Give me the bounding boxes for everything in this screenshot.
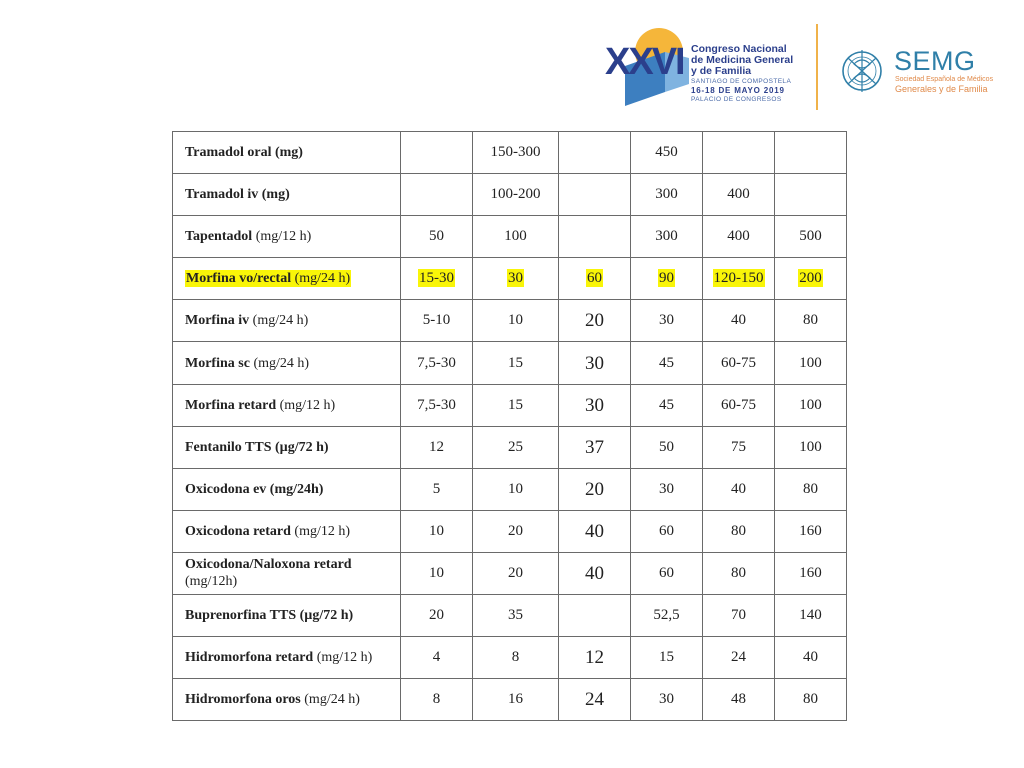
dose-cell <box>559 552 631 594</box>
drug-unit: (µg/72 h) <box>299 608 354 624</box>
dose-cell <box>631 679 703 721</box>
dose-cell <box>559 384 631 426</box>
dose-cell <box>473 510 559 552</box>
dose-cell <box>559 216 631 258</box>
table-row <box>173 216 847 258</box>
dose-value: 10 <box>508 312 523 329</box>
table-body <box>173 132 847 721</box>
drug-name-cell <box>173 174 401 216</box>
table-row <box>173 595 847 637</box>
drug-name-cell <box>173 595 401 637</box>
dose-value: 30 <box>585 394 604 416</box>
drug-name-cell <box>173 510 401 552</box>
dose-cell <box>559 342 631 384</box>
dose-cell <box>559 300 631 342</box>
dose-value: 60-75 <box>721 396 756 413</box>
drug-unit: (mg/12 h) <box>294 523 351 539</box>
dose-value: 35 <box>508 607 523 624</box>
xxvi-sun-logo-icon <box>603 22 693 106</box>
drug-name: Morfina iv <box>185 313 250 329</box>
dose-cell <box>559 468 631 510</box>
dose-value: 12 <box>429 438 444 455</box>
dose-cell <box>559 426 631 468</box>
dose-value: 100-200 <box>490 186 541 203</box>
table-row <box>173 679 847 721</box>
drug-name: Morfina vo/rectal <box>186 271 292 287</box>
dose-value: 400 <box>727 228 750 245</box>
dose-cell <box>559 174 631 216</box>
congress-logo <box>603 22 803 112</box>
dose-cell <box>401 300 473 342</box>
semg-logo <box>840 44 994 100</box>
dose-cell <box>401 258 473 300</box>
dose-cell <box>401 342 473 384</box>
dose-value: 100 <box>799 396 822 413</box>
table-row <box>173 637 847 679</box>
dose-cell <box>401 637 473 679</box>
dose-value: 50 <box>429 228 444 245</box>
dose-value: 40 <box>803 649 818 666</box>
semg-emblem-icon <box>840 44 890 94</box>
dose-value: 8 <box>432 691 441 708</box>
dose-cell <box>401 426 473 468</box>
dose-value: 37 <box>585 436 604 458</box>
dose-cell <box>401 216 473 258</box>
dose-value: 25 <box>508 438 523 455</box>
dose-cell <box>473 258 559 300</box>
dose-cell <box>473 132 559 174</box>
dose-cell <box>631 342 703 384</box>
congress-dates: 16-18 DE MAYO 2019 <box>691 86 785 95</box>
dose-cell <box>775 216 847 258</box>
table-row <box>173 510 847 552</box>
dose-cell <box>703 384 775 426</box>
dose-cell <box>401 679 473 721</box>
dose-value: 100 <box>799 354 822 371</box>
dose-cell <box>775 300 847 342</box>
drug-name: Tramadol oral <box>185 145 272 161</box>
dose-cell <box>473 174 559 216</box>
semg-subtitle-line2: Generales y de Familia <box>895 84 988 94</box>
dose-value: 20 <box>585 310 604 332</box>
table-row <box>173 342 847 384</box>
dose-value: 160 <box>799 564 822 581</box>
drug-unit: (mg/24 h) <box>252 313 309 329</box>
dose-value: 20 <box>585 478 604 500</box>
dose-cell <box>473 468 559 510</box>
dose-value: 10 <box>429 522 444 539</box>
drug-unit: (mg/12 h) <box>279 397 336 413</box>
dose-cell <box>473 426 559 468</box>
dose-cell <box>703 595 775 637</box>
congress-venue: PALACIO DE CONGRESOS <box>691 96 782 103</box>
dose-cell <box>631 300 703 342</box>
dose-value: 75 <box>731 438 746 455</box>
dose-cell <box>703 174 775 216</box>
table-row <box>173 468 847 510</box>
dose-value: 70 <box>731 607 746 624</box>
dose-cell <box>473 679 559 721</box>
dose-value: 45 <box>659 396 674 413</box>
drug-name-cell <box>173 637 401 679</box>
drug-unit: (mg) <box>261 187 290 203</box>
dose-value: 16 <box>508 691 523 708</box>
dose-cell <box>703 258 775 300</box>
dose-cell <box>703 679 775 721</box>
drug-name: Hidromorfona retard <box>185 650 314 666</box>
dose-cell <box>775 637 847 679</box>
dose-value: 40 <box>731 480 746 497</box>
drug-name: Hidromorfona oros <box>185 692 301 708</box>
dose-cell <box>631 468 703 510</box>
dose-cell <box>703 132 775 174</box>
dose-cell <box>775 426 847 468</box>
drug-name-cell <box>173 426 401 468</box>
dose-value: 450 <box>655 144 678 161</box>
semg-subtitle-line1: Sociedad Española de Médicos <box>895 76 994 83</box>
drug-unit: (µg/72 h) <box>275 439 329 455</box>
dose-value: 52,5 <box>653 607 680 624</box>
dose-cell <box>559 637 631 679</box>
drug-name: Tapentadol <box>185 229 253 245</box>
congress-place: SANTIAGO DE COMPOSTELA <box>691 78 792 85</box>
dose-value: 60 <box>659 564 674 581</box>
drug-unit: (mg/12 h) <box>255 229 312 245</box>
dose-value: 400 <box>727 186 750 203</box>
drug-unit: (mg/24 h) <box>253 355 310 371</box>
dose-value: 20 <box>508 564 523 581</box>
dose-cell <box>401 384 473 426</box>
dose-value: 30 <box>508 270 523 287</box>
drug-name-cell <box>173 132 401 174</box>
drug-name-cell <box>173 216 401 258</box>
dose-cell <box>473 384 559 426</box>
drug-unit: (mg/24h) <box>269 481 324 497</box>
drug-name: Fentanilo TTS <box>185 439 272 455</box>
congress-text <box>691 44 803 104</box>
dose-value: 80 <box>731 564 746 581</box>
dose-value: 140 <box>799 607 822 624</box>
dose-cell <box>401 595 473 637</box>
dose-value: 80 <box>731 522 746 539</box>
dose-cell <box>473 637 559 679</box>
drug-name-cell <box>173 384 401 426</box>
drug-unit: (mg/24 h) <box>304 692 360 708</box>
dose-cell <box>631 510 703 552</box>
drug-name-cell <box>173 342 401 384</box>
congress-title-line1: Congreso Nacional <box>691 43 787 55</box>
dose-cell <box>559 132 631 174</box>
dose-cell <box>775 384 847 426</box>
table-row <box>173 552 847 594</box>
dose-value: 160 <box>799 522 822 539</box>
dose-cell <box>631 552 703 594</box>
dose-value: 60 <box>587 270 602 287</box>
dose-value: 15 <box>508 354 523 371</box>
table-row <box>173 426 847 468</box>
dose-cell <box>401 510 473 552</box>
dose-cell <box>775 174 847 216</box>
dose-cell <box>775 258 847 300</box>
drug-name: Oxicodona/Naloxona retard <box>185 557 352 573</box>
drug-unit: (mg) <box>274 145 303 161</box>
dose-cell <box>631 384 703 426</box>
dose-cell <box>703 510 775 552</box>
dose-cell <box>703 216 775 258</box>
dose-cell <box>401 552 473 594</box>
dose-value: 20 <box>508 522 523 539</box>
drug-name-cell <box>173 300 401 342</box>
dose-cell <box>703 300 775 342</box>
dose-cell <box>775 510 847 552</box>
dose-cell <box>401 174 473 216</box>
dose-value: 45 <box>659 354 674 371</box>
dose-cell <box>775 679 847 721</box>
dose-value: 20 <box>429 607 444 624</box>
dose-value: 50 <box>659 438 674 455</box>
header-divider <box>816 24 818 110</box>
drug-name: Morfina retard <box>185 397 277 413</box>
drug-unit: (mg/24 h) <box>294 271 351 287</box>
dose-cell <box>631 595 703 637</box>
dose-cell <box>703 426 775 468</box>
dose-cell <box>775 595 847 637</box>
dose-value: 40 <box>585 562 604 584</box>
dose-value: 24 <box>731 649 746 666</box>
drug-name: Oxicodona retard <box>185 523 291 539</box>
dose-value: 30 <box>659 480 674 497</box>
dose-value: 8 <box>511 649 520 666</box>
drug-name: Oxicodona ev <box>185 481 267 497</box>
dose-value: 10 <box>508 480 523 497</box>
dose-cell <box>703 468 775 510</box>
dose-value: 48 <box>731 691 746 708</box>
table-row <box>173 300 847 342</box>
dose-cell <box>473 216 559 258</box>
dose-cell <box>703 552 775 594</box>
dose-cell <box>631 637 703 679</box>
drug-name: Morfina sc <box>185 355 250 371</box>
dose-value: 300 <box>655 228 678 245</box>
dose-value: 100 <box>799 438 822 455</box>
dose-value: 7,5-30 <box>417 396 456 413</box>
congress-number: XXVI <box>605 41 684 83</box>
dose-value: 4 <box>432 649 441 666</box>
dose-value: 40 <box>731 312 746 329</box>
dose-cell <box>631 174 703 216</box>
dose-cell <box>559 510 631 552</box>
dose-value: 15 <box>508 396 523 413</box>
dose-cell <box>775 132 847 174</box>
drug-name-cell <box>173 258 401 300</box>
dose-value: 12 <box>585 647 604 669</box>
dose-value: 5 <box>432 480 441 497</box>
drug-name-cell <box>173 552 401 594</box>
dose-value: 60 <box>659 522 674 539</box>
dose-value: 200 <box>799 270 822 287</box>
dose-cell <box>559 595 631 637</box>
dose-value: 40 <box>585 520 604 542</box>
dose-value: 150-300 <box>490 144 541 161</box>
congress-title-line3: y de Familia <box>691 65 752 77</box>
drug-name: Buprenorfina TTS <box>185 608 297 624</box>
dose-value: 300 <box>655 186 678 203</box>
table-row <box>173 384 847 426</box>
dose-value: 60-75 <box>721 354 756 371</box>
dose-cell <box>631 216 703 258</box>
semg-name: SEMG <box>894 46 976 76</box>
dose-value: 15 <box>659 649 674 666</box>
dose-cell <box>703 342 775 384</box>
drug-name-cell <box>173 679 401 721</box>
dose-cell <box>775 342 847 384</box>
dose-value: 80 <box>803 312 818 329</box>
dose-value: 5-10 <box>422 312 451 329</box>
dose-cell <box>401 132 473 174</box>
drug-unit: (mg/12h) <box>185 574 238 590</box>
dose-value: 30 <box>585 352 604 374</box>
dose-cell <box>631 132 703 174</box>
dose-cell <box>473 595 559 637</box>
dose-cell <box>703 637 775 679</box>
opioid-equivalence-table <box>172 131 847 721</box>
dose-cell <box>631 426 703 468</box>
congress-title-line2: de Medicina General <box>691 54 794 66</box>
dose-value: 10 <box>429 564 444 581</box>
dose-value: 100 <box>504 228 527 245</box>
dose-cell <box>631 258 703 300</box>
dose-value: 80 <box>803 480 818 497</box>
table-row <box>173 174 847 216</box>
dose-value: 30 <box>659 691 674 708</box>
dose-value: 500 <box>799 228 822 245</box>
dose-cell <box>473 300 559 342</box>
dose-cell <box>775 468 847 510</box>
table-row <box>173 132 847 174</box>
dose-cell <box>473 342 559 384</box>
opioid-equivalence-table-container <box>172 131 847 721</box>
dose-cell <box>401 468 473 510</box>
dose-value: 7,5-30 <box>417 354 456 371</box>
dose-value: 90 <box>659 270 674 287</box>
drug-name-cell <box>173 468 401 510</box>
dose-cell <box>559 679 631 721</box>
dose-value: 30 <box>659 312 674 329</box>
table-row <box>173 258 847 300</box>
dose-cell <box>473 552 559 594</box>
dose-value: 24 <box>585 689 604 711</box>
drug-unit: (mg/12 h) <box>316 650 373 666</box>
drug-name: Tramadol iv <box>185 187 259 203</box>
dose-value: 120-150 <box>713 270 764 287</box>
dose-cell <box>559 258 631 300</box>
dose-cell <box>775 552 847 594</box>
dose-value: 15-30 <box>419 270 454 287</box>
dose-value: 80 <box>803 691 818 708</box>
